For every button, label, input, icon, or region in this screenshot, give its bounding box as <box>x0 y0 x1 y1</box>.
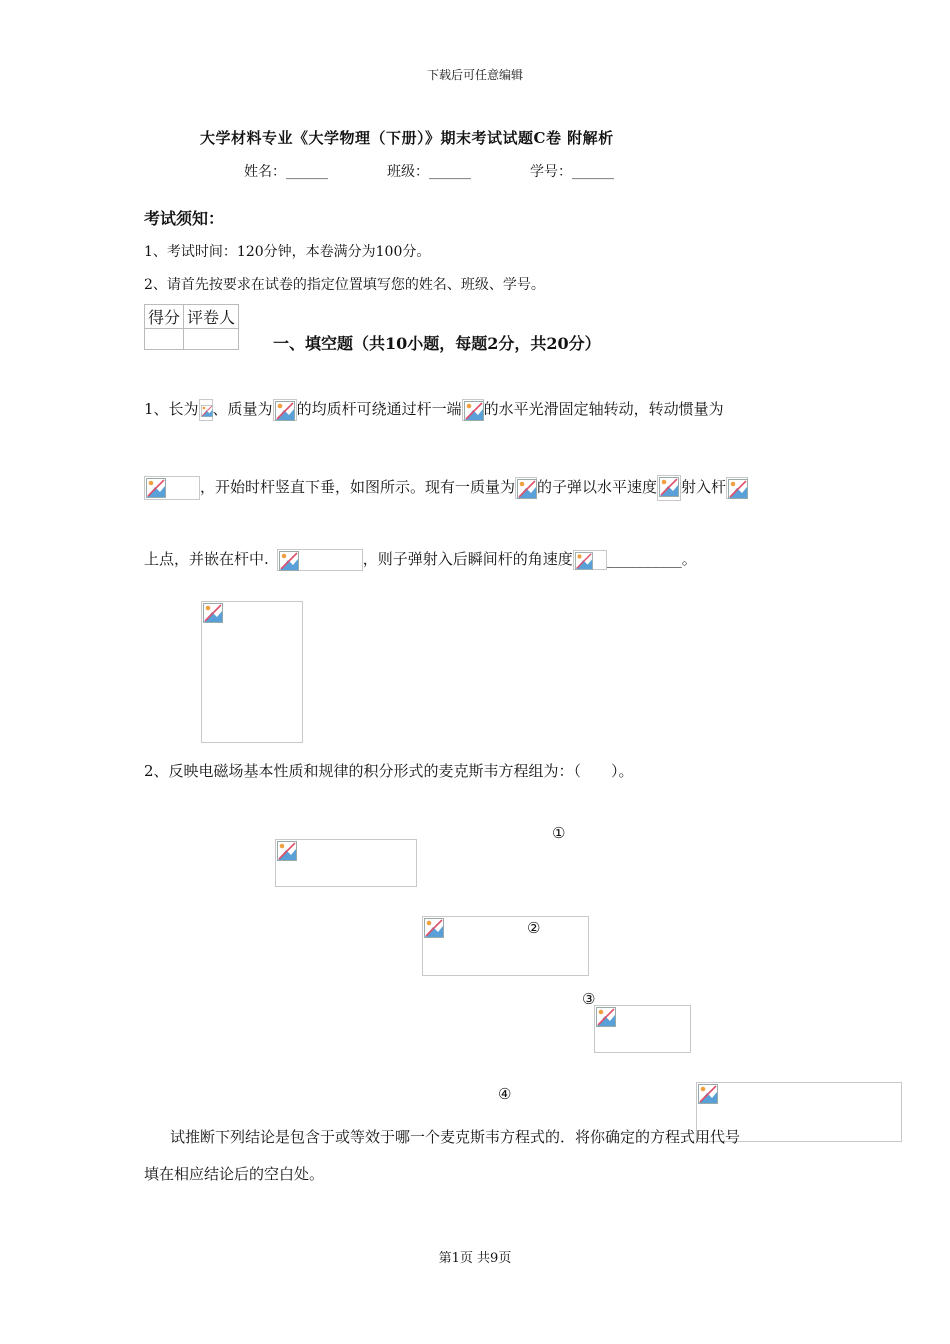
answer-blank: __________。 <box>606 550 697 568</box>
name-field-label: 姓名：______ <box>244 164 328 180</box>
equation-mark-4: ④ <box>498 1085 512 1103</box>
q1-text: 的均质杆可绕通过杆一端 <box>296 400 462 418</box>
broken-image-icon <box>144 476 200 500</box>
broken-image-icon <box>277 549 363 571</box>
equation-image-2 <box>422 916 589 976</box>
notice-heading: 考试须知： <box>144 209 225 228</box>
grader-cell <box>184 329 239 350</box>
q1-line-1 <box>144 395 724 423</box>
student-id-field-label: 学号：______ <box>530 164 614 180</box>
grader-header: 评卷人 <box>184 305 239 329</box>
q1-text: ，开始时杆竖直下垂，如图所示。现有一质量为 <box>200 478 516 496</box>
broken-image-icon <box>199 399 213 421</box>
broken-image-icon <box>573 550 607 570</box>
equation-mark-2: ② <box>527 919 541 937</box>
page-title: 大学材料专业《大学物理（下册）》期末考试试题C卷 附解析 <box>200 129 614 147</box>
q1-text: 1、长为 <box>144 400 199 418</box>
q1-text: 射入杆 <box>681 478 727 496</box>
q1-line-3 <box>144 545 697 573</box>
equation-mark-3: ③ <box>582 990 596 1008</box>
page-footer: 第1页 共9页 <box>438 1251 512 1266</box>
notice-item-1: 1、考试时间：120分钟，本卷满分为100分。 <box>144 244 431 260</box>
q2-text: 2、反映电磁场基本性质和规律的积分形式的麦克斯韦方程组为：（ ）。 <box>144 762 634 780</box>
broken-image-icon <box>462 399 484 421</box>
score-header: 得分 <box>145 305 184 329</box>
equation-mark-1: ① <box>552 824 566 842</box>
broken-image-icon <box>726 477 748 499</box>
broken-image-icon <box>515 477 537 499</box>
q1-text: 的子弹以水平速度 <box>537 478 658 496</box>
header-note: 下载后可任意编辑 <box>426 68 523 82</box>
figure-image-placeholder <box>201 601 303 743</box>
equation-image-1 <box>275 839 417 887</box>
section-title: 一、填空题（共10小题，每题2分，共20分） <box>273 334 601 353</box>
class-field-label: 班级：______ <box>387 164 471 180</box>
score-cell <box>145 329 184 350</box>
q2-conclusion-line-1: 试推断下列结论是包含于或等效于哪一个麦克斯韦方程式的．将你确定的方程式用代号 <box>170 1128 741 1146</box>
equation-image-3 <box>594 1005 691 1053</box>
broken-image-icon <box>273 399 297 421</box>
q1-text: 上点，并嵌在杆中. <box>144 550 269 568</box>
score-table <box>144 304 239 350</box>
q1-text: ，则子弹射入后瞬间杆的角速度 <box>362 550 573 568</box>
q1-line-2 <box>144 473 748 501</box>
notice-item-2: 2、请首先按要求在试卷的指定位置填写您的姓名、班级、学号。 <box>144 277 545 293</box>
broken-image-icon <box>657 475 681 501</box>
q1-text: 、质量为 <box>212 400 273 418</box>
q1-text: 的水平光滑固定轴转动，转动惯量为 <box>483 400 724 418</box>
q2-conclusion-line-2: 填在相应结论后的空白处。 <box>144 1165 325 1183</box>
